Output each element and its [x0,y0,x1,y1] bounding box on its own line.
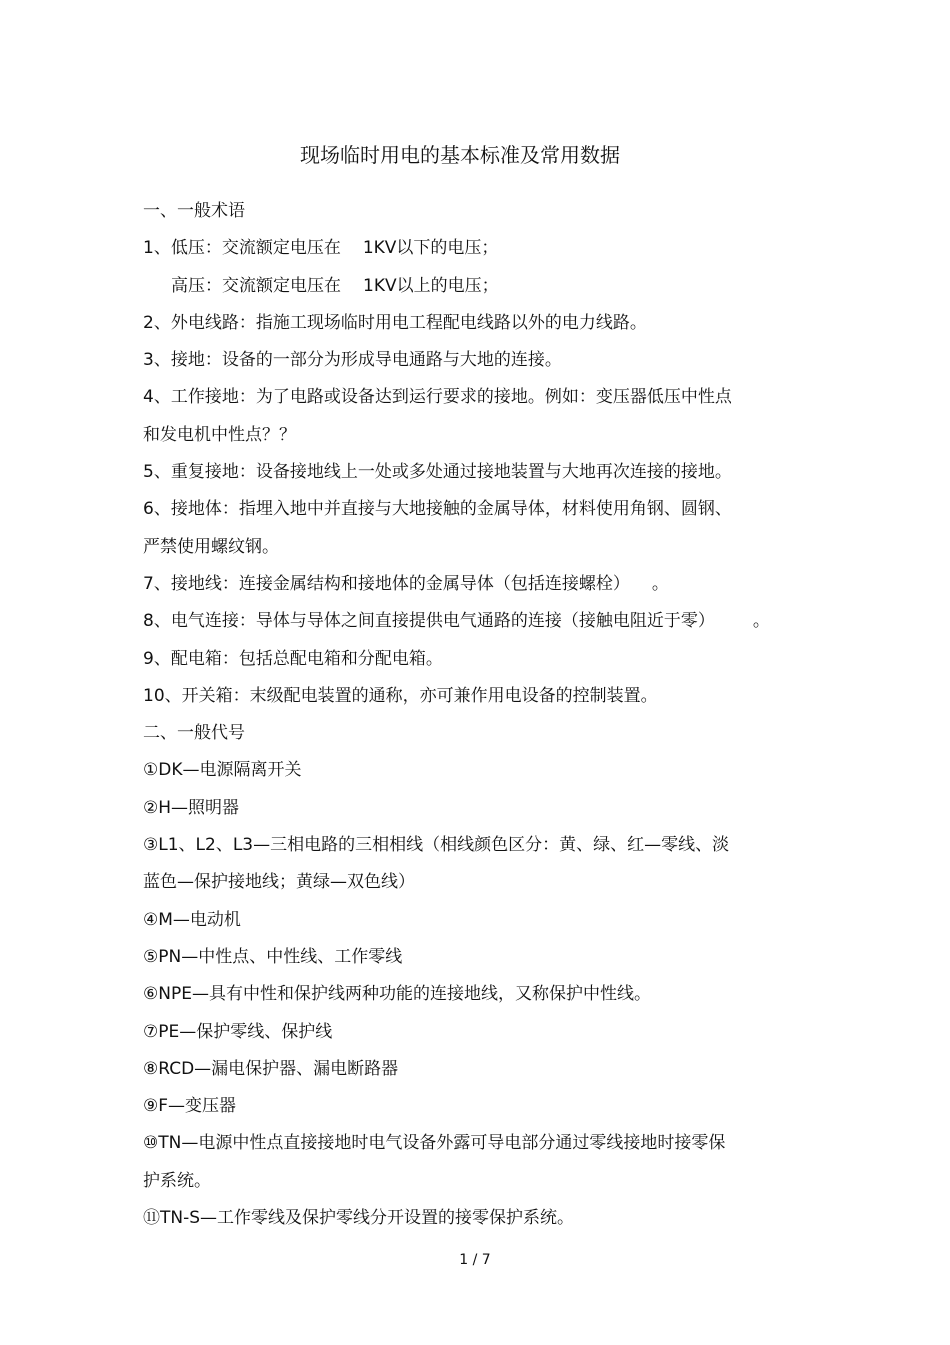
text-line: ②H—照明器 [143,797,240,818]
text-line: 8、电气连接：导体与导体之间直接提供电气通路的连接（接触电阻近于零） 。 [143,611,770,632]
text-line: ⑪TN-S—工作零线及保护零线分开设置的接零保护系统。 [143,1208,575,1229]
text-line: 蓝色—保护接地线；黄绿—双色线） [143,872,415,893]
text-line: 9、配电箱：包括总配电箱和分配电箱。 [143,648,443,669]
text-line: 6、接地体：指埋入地中并直接与大地接触的金属导体，材料使用角钢、圆钢、 [143,499,732,520]
text-line: 10、开关箱：末级配电装置的通称，亦可兼作用电设备的控制装置。 [143,685,658,706]
text-line: ⑧RCD—漏电保护器、漏电断路器 [143,1058,399,1079]
text-line: 2、外电线路：指施工现场临时用电工程配电线路以外的电力线路。 [143,312,647,333]
text-line: ⑨F—变压器 [143,1096,237,1117]
text-line: ⑩TN—电源中性点直接接地时电气设备外露可导电部分通过零线接地时接零保 [143,1133,726,1154]
text-line: 4、工作接地：为了电路或设备达到运行要求的接地。例如：变压器低压中性点 [143,387,732,408]
text-line: 护系统。 [143,1170,211,1191]
text-line: ⑥NPE—具有中性和保护线两种功能的连接地线，又称保护中性线。 [143,984,651,1005]
text-line: 高压：交流额定电压在 1KV以上的电压； [171,275,499,296]
text-line: 1、低压：交流额定电压在 1KV以下的电压； [143,238,499,259]
section-heading: 一、一般术语 [143,201,245,221]
section-heading: 二、一般代号 [143,723,245,744]
text-line: ⑤PN—中性点、中性线、工作零线 [143,946,403,967]
text-line: 5、重复接地：设备接地线上一处或多处通过接地装置与大地再次连接的接地。 [143,462,732,483]
text-line: ③L1、L2、L3—三相电路的三相相线（相线颜色区分：黄、绿、红—零线、淡 [143,835,730,856]
text-line: 3、接地：设备的一部分为形成导电通路与大地的连接。 [143,350,562,371]
text-line: 严禁使用螺纹钢。 [143,536,279,557]
page-number: 1 / 7 [459,1252,491,1268]
text-line: 和发电机中性点？？ [143,424,296,445]
document-body [143,197,803,1241]
text-line: 7、接地线：连接金属结构和接地体的金属导体（包括连接螺栓） 。 [143,573,669,594]
document-title: 现场临时用电的基本标准及常用数据 [300,143,620,167]
text-line: ④M—电动机 [143,909,241,930]
text-line: ⑦PE—保护零线、保护线 [143,1021,333,1042]
text-line: ①DK—电源隔离开关 [143,760,302,781]
